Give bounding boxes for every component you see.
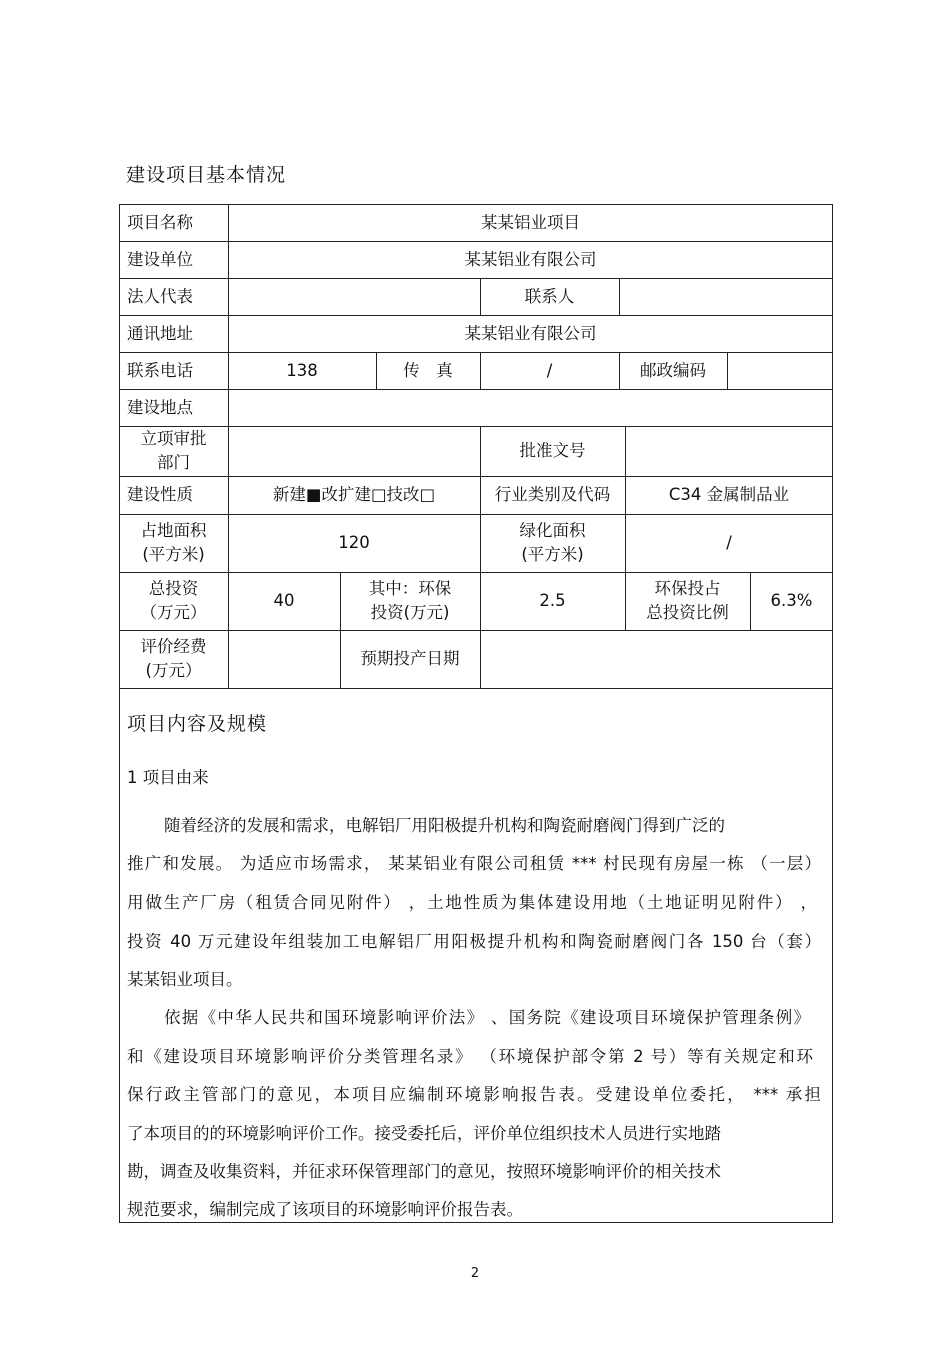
value-env-investment-ratio: 6.3% (770, 591, 813, 610)
value-land-area: 120 (338, 533, 370, 552)
value-production-date (480, 630, 833, 688)
label-line: (万元） (145, 661, 202, 680)
paragraph-line: 勘，调查及收集资料，并征求环保管理部门的意见，按照环境影响评价的相关技术 (127, 1162, 721, 1181)
label-industry-category: 行业类别及代码 (494, 485, 611, 504)
value-env-investment: 2.5 (539, 591, 566, 610)
label-phone: 联系电话 (127, 360, 193, 380)
label-contact-person: 联系人 (524, 286, 575, 306)
label-construction-unit: 建设单位 (127, 249, 193, 269)
label-total-investment (119, 572, 228, 630)
value-phone: 138 (286, 360, 318, 380)
value-industry-category: C34 金属制品业 (668, 485, 790, 504)
value-mailing-address: 某某铝业有限公司 (464, 323, 597, 343)
label-line: 部门 (157, 453, 190, 472)
value-legal-representative (228, 278, 480, 315)
value-approval-department (228, 426, 480, 476)
label-construction-site: 建设地点 (127, 397, 193, 417)
label-project-name: 项目名称 (127, 212, 193, 232)
label-evaluation-fee (119, 630, 228, 688)
label-line: 环保投占 (654, 579, 721, 598)
paragraph-line: 投资 40 万元建设年组装加工电解铝厂用阳极提升机构和陶瓷耐磨阀门各 150 台（套） (127, 932, 821, 951)
value-construction-site (228, 389, 833, 426)
value-approval-number (625, 426, 833, 476)
value-total-investment: 40 (273, 591, 295, 610)
label-construction-nature: 建设性质 (127, 485, 193, 504)
label-line: （万元） (140, 603, 207, 622)
label-line: 占地面积 (140, 521, 207, 540)
paragraph-line: 依据《中华人民共和国环境影响评价法》 、国务院《建设项目环境保护管理条例》 (164, 1008, 810, 1027)
value-postal-code (727, 352, 833, 389)
value-fax: / (546, 360, 553, 380)
label-production-date: 预期投产日期 (360, 649, 460, 668)
label-line: 绿化面积 (519, 521, 586, 540)
paragraph-line: 随着经济的发展和需求，电解铝厂用阳极提升机构和陶瓷耐磨阀门得到广泛的 (164, 816, 725, 835)
value-evaluation-fee (228, 630, 340, 688)
paragraph-line: 和《建设项目环境影响评价分类管理名录》 （环境保护部令第 2 号）等有关规定和环 (127, 1047, 813, 1066)
value-construction-unit: 某某铝业有限公司 (464, 249, 597, 269)
label-line: 评价经费 (140, 637, 207, 656)
value-project-name: 某某铝业项目 (481, 212, 580, 232)
table-rule (119, 688, 833, 689)
label-line: (平方米) (142, 545, 205, 564)
paragraph-line: 了本项目的的环境影响评价工作。接受委托后，评价单位组织技术人员进行实地踏 (127, 1124, 721, 1143)
value-green-area: / (726, 533, 732, 552)
paragraph-line: 推广和发展。 为适应市场需求， 某某铝业有限公司租赁 *** 村民现有房屋一栋 （一层） (127, 854, 821, 873)
label-line: 投资(万元) (370, 603, 450, 622)
paragraph-line: 保行政主管部门的意见，本项目应编制环境影响报告表。受建设单位委托， *** 承担 (127, 1085, 821, 1104)
value-contact-person (619, 278, 833, 315)
label-line: 总投资比例 (646, 603, 729, 622)
label-env-investment (340, 572, 480, 630)
subsection-title: 1 项目由来 (127, 768, 209, 787)
document-title: 建设项目基本情况 (126, 164, 287, 186)
page-number: 2 (470, 1266, 480, 1281)
label-mailing-address: 通讯地址 (127, 323, 193, 343)
paragraph-line: 某某铝业项目。 (127, 970, 243, 989)
label-approval-number: 批准文号 (519, 441, 586, 460)
label-line: (平方米) (521, 545, 584, 564)
label-postal-code: 邮政编码 (640, 360, 706, 380)
label-green-area (480, 514, 625, 572)
section-title: 项目内容及规模 (127, 713, 268, 735)
paragraph-line: 规范要求，编制完成了该项目的环境影响评价报告表。 (127, 1200, 523, 1219)
label-land-area (119, 514, 228, 572)
label-fax: 传 真 (403, 360, 453, 380)
label-line: 总投资 (148, 579, 199, 598)
paragraph-line: 用做生产厂房（租赁合同见附件） ，土地性质为集体建设用地（土地证明见附件） ， (127, 893, 817, 912)
label-line: 立项审批 (140, 429, 207, 448)
label-legal-representative: 法人代表 (127, 286, 193, 306)
label-env-investment-ratio (625, 572, 750, 630)
label-line: 其中：环保 (368, 579, 452, 598)
value-construction-nature: 新建■改扩建□技改□ (272, 485, 436, 504)
label-approval-department (119, 426, 228, 476)
